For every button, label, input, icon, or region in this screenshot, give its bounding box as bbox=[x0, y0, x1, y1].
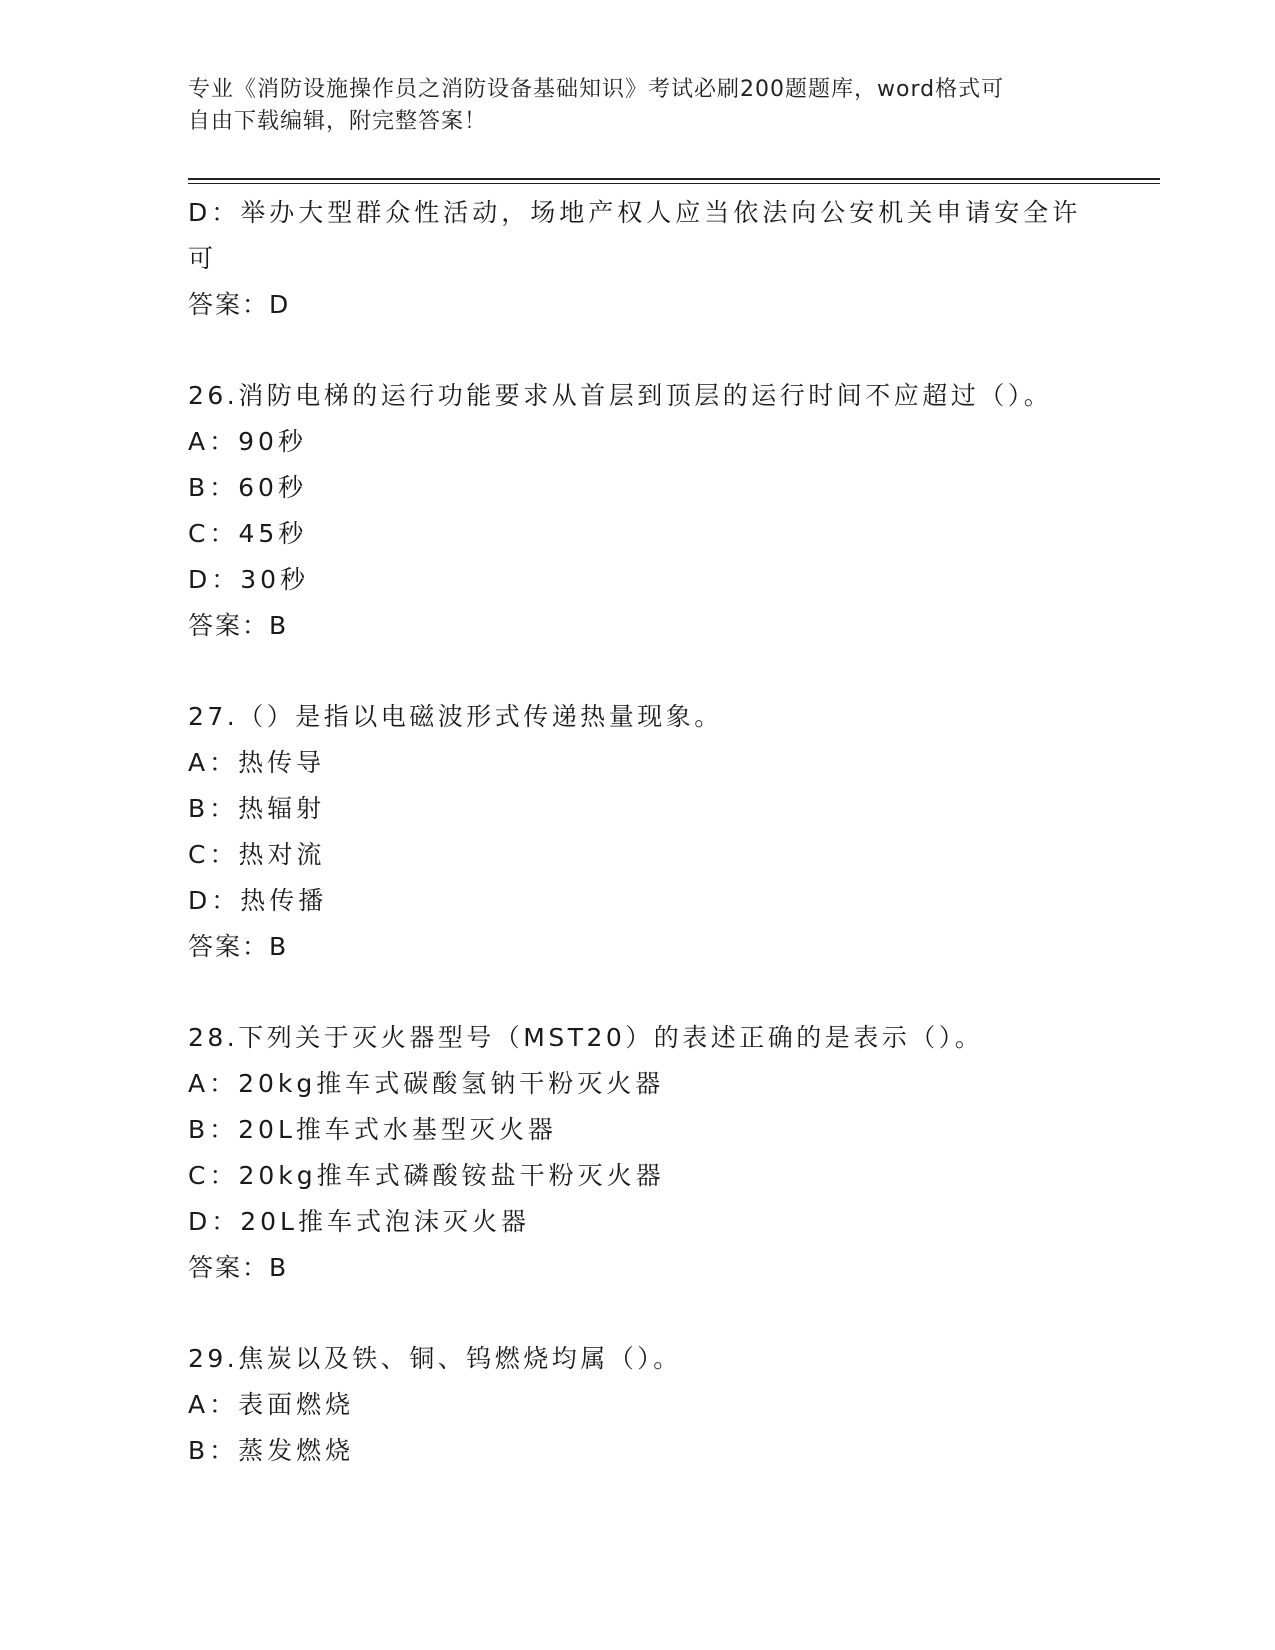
question-stem: 27.（）是指以电磁波形式传递热量现象。 bbox=[188, 702, 723, 731]
document-header bbox=[188, 74, 1088, 138]
question-26 bbox=[188, 373, 1088, 649]
option-d: D：30秒 bbox=[188, 565, 310, 594]
answer: 答案：B bbox=[188, 932, 289, 961]
option-d: D：20L推车式泡沫灭火器 bbox=[188, 1207, 530, 1236]
option-b: B：蒸发燃烧 bbox=[188, 1436, 355, 1465]
option-c: C：20kg推车式磷酸铵盐干粉灭火器 bbox=[188, 1161, 665, 1190]
header-divider-thick bbox=[188, 178, 1160, 180]
option-b: B：20L推车式水基型灭火器 bbox=[188, 1115, 557, 1144]
question-stem: 28.下列关于灭火器型号（MST20）的表述正确的是表示（）。 bbox=[188, 1023, 984, 1052]
option-d: D：举办大型群众性活动，场地产权人应当依法向公安机关申请安全许 bbox=[188, 198, 1082, 227]
question-stem: 29.焦炭以及铁、铜、钨燃烧均属（）。 bbox=[188, 1344, 682, 1373]
answer: 答案：D bbox=[188, 290, 291, 319]
header-line-2: 自由下载编辑，附完整答案！ bbox=[188, 109, 488, 134]
option-a: A：90秒 bbox=[188, 427, 307, 456]
question-27 bbox=[188, 694, 1088, 970]
answer: 答案：B bbox=[188, 1253, 289, 1282]
option-d-continued: 可 bbox=[188, 244, 218, 273]
header-divider-thin bbox=[188, 183, 1160, 184]
option-d: D：热传播 bbox=[188, 886, 328, 915]
question-28 bbox=[188, 1015, 1088, 1291]
option-a: A：20kg推车式碳酸氢钠干粉灭火器 bbox=[188, 1069, 665, 1098]
question-list bbox=[188, 190, 1088, 1474]
question-stem: 26.消防电梯的运行功能要求从首层到顶层的运行时间不应超过（）。 bbox=[188, 381, 1053, 410]
option-a: A：表面燃烧 bbox=[188, 1390, 355, 1419]
previous-question-tail bbox=[188, 190, 1088, 328]
option-a: A：热传导 bbox=[188, 748, 326, 777]
option-c: C：45秒 bbox=[188, 519, 308, 548]
option-b: B：热辐射 bbox=[188, 794, 326, 823]
question-29 bbox=[188, 1336, 1088, 1474]
answer: 答案：B bbox=[188, 611, 289, 640]
option-b: B：60秒 bbox=[188, 473, 307, 502]
option-c: C：热对流 bbox=[188, 840, 326, 869]
header-line-1: 专业《消防设施操作员之消防设备基础知识》考试必刷200题题库，word格式可 bbox=[188, 77, 1005, 102]
